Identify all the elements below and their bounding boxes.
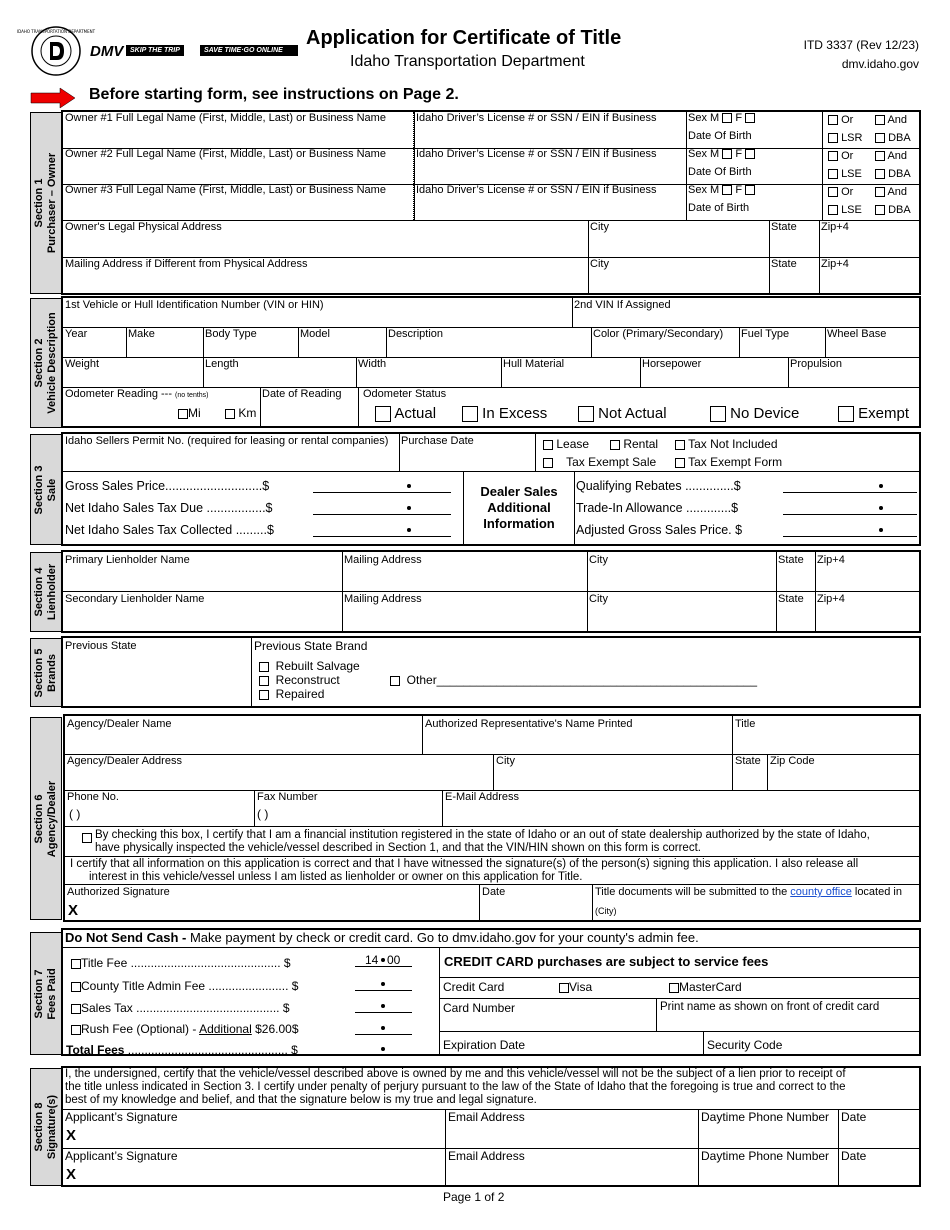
net-input[interactable] (313, 501, 451, 515)
admin-fee-input[interactable] (355, 976, 412, 991)
and1: And (875, 114, 907, 126)
mail-state-label: State (771, 258, 797, 270)
dmv-logo: DMV SKIP THE TRIP SAVE TIME·GO ONLINE (90, 43, 298, 61)
instruction: Before starting form, see instructions on Page 2. (89, 86, 459, 103)
fax-label: Fax Number (257, 791, 318, 803)
dl3-label: Idaho Driver’s License # or SSN / EIN if Business (416, 184, 657, 196)
repaired-checkbox[interactable] (259, 690, 269, 700)
sex2: Sex M F (688, 148, 755, 160)
rental-option: Rental (610, 437, 658, 451)
rush-fee-input[interactable] (355, 1020, 412, 1035)
dob3-label: Date of Birth (688, 202, 750, 214)
no-cash-notice: Do Not Send Cash - Make payment by check or credit card. Go to dmv.idaho.gov for your county's admin fee. (65, 930, 699, 945)
collected-input[interactable] (313, 523, 451, 537)
secondary-state-label: State (778, 593, 804, 605)
cc-notice: CREDIT CARD purchases are subject to service fees (444, 954, 769, 969)
fuel-label: Fuel Type (741, 328, 790, 340)
recon-checkbox[interactable] (259, 676, 269, 686)
odometer-label: Odometer Reading --- (no tenths) (65, 388, 209, 400)
hull-label: Hull Material (503, 358, 565, 370)
tni-option: Tax Not Included (675, 437, 778, 451)
tes-checkbox[interactable] (543, 458, 553, 468)
vin1-label: 1st Vehicle or Hull Identification Number (VIN or HIN) (65, 299, 324, 311)
app-sig1-label: Applicant’s Signature (65, 1110, 178, 1124)
rebates-input[interactable] (783, 479, 917, 493)
lease-checkbox[interactable] (543, 440, 553, 450)
form-id: ITD 3337 (Rev 12/23) (803, 38, 919, 52)
notactual-checkbox[interactable] (578, 406, 594, 422)
rush-fee-label: Rush Fee (Optional) - Additional $26.00$ (71, 1022, 299, 1036)
admin-fee-label: County Title Admin Fee ........................ $ (71, 979, 298, 993)
gross-input[interactable] (313, 479, 451, 493)
mi-option: Mi (178, 406, 201, 420)
adjusted-input[interactable] (783, 523, 917, 537)
dba1: DBA (875, 132, 911, 144)
admin-fee-checkbox[interactable] (71, 982, 81, 992)
page-title: Application for Certificate of Title (306, 27, 622, 49)
dl2-label: Idaho Driver’s License # or SSN / EIN if Business (416, 148, 657, 160)
and3-checkbox[interactable] (875, 187, 885, 197)
email2-label: Email Address (448, 1149, 525, 1163)
tef-checkbox[interactable] (675, 458, 685, 468)
title-fee-label: Title Fee ............................................. $ (71, 956, 291, 970)
s8-cert1: I, the undersigned, certify that the vehicle/vessel described above is owned by me and this vehicle/vessel will not be the subject of a lien prior to receipt of (65, 1068, 846, 1080)
brand-label: Previous State Brand (254, 639, 368, 653)
section-8 (61, 1066, 921, 1187)
rental-checkbox[interactable] (610, 440, 620, 450)
lsr1: LSR (828, 132, 862, 144)
or1: Or (828, 114, 853, 126)
city-label: (City) (595, 906, 617, 916)
sex1: Sex M F (688, 112, 755, 124)
dealer-cert-checkbox[interactable] (82, 833, 92, 843)
page-number: Page 1 of 2 (443, 1190, 505, 1204)
mail-address-label: Mailing Address if Different from Physical Address (65, 258, 308, 270)
sex3: Sex M F (688, 184, 755, 196)
actual-checkbox[interactable] (375, 406, 391, 422)
dba3: DBA (875, 204, 911, 216)
or3: Or (828, 186, 853, 198)
mail-city-label: City (590, 258, 609, 270)
gross-label: Gross Sales Price............................$ (65, 479, 270, 493)
sex2-f-checkbox[interactable] (745, 149, 755, 159)
mc-checkbox[interactable] (669, 983, 679, 993)
mail-zip-label: Zip+4 (821, 258, 849, 270)
credit-card-label: Credit Card (443, 980, 505, 994)
other-checkbox[interactable] (390, 676, 400, 686)
section-1 (61, 110, 921, 295)
primary-state-label: State (778, 554, 804, 566)
phone1-label: Daytime Phone Number (701, 1110, 830, 1124)
dob2-label: Date Of Birth (688, 166, 752, 178)
sales-tax-label: Sales Tax ........................................... $ (71, 1001, 290, 1015)
or1-checkbox[interactable] (828, 115, 838, 125)
permit-label: Idaho Sellers Permit No. (required for leasing or rental companies) (65, 435, 389, 447)
agency-zip-label: Zip Code (770, 755, 815, 767)
section-1-tab: Section 1 Purchaser – Owner (30, 112, 62, 294)
recon-option: Reconstruct (259, 673, 340, 687)
or3-checkbox[interactable] (828, 187, 838, 197)
odo-status-label: Odometer Status (363, 388, 447, 400)
email-label: E-Mail Address (445, 791, 519, 803)
section-3-tab: Section 3 Sale (30, 434, 62, 545)
dba2: DBA (875, 168, 911, 180)
card-number-label: Card Number (443, 1001, 516, 1015)
and1-checkbox[interactable] (875, 115, 885, 125)
rep-label: Authorized Representative's Name Printed (425, 718, 633, 730)
owner1-label: Owner #1 Full Legal Name (First, Middle, Last) or Business Name (65, 112, 386, 124)
dob1-label: Date Of Birth (688, 130, 752, 142)
lse2-checkbox[interactable] (828, 169, 838, 179)
rebuilt-checkbox[interactable] (259, 662, 269, 672)
cert2a: I certify that all information on this application is correct and that I have witnessed the signature(s) of the person(s) signing this application. I also release all (70, 858, 859, 870)
fax-paren: ( ) (257, 807, 269, 821)
or2: Or (828, 150, 853, 162)
dl1-label: Idaho Driver’s License # or SSN / EIN if Business (416, 112, 657, 124)
or2-checkbox[interactable] (828, 151, 838, 161)
tni-checkbox[interactable] (675, 440, 685, 450)
phone2-label: Daytime Phone Number (701, 1149, 830, 1163)
auth-sig-x: X (68, 902, 79, 919)
agency-state-label: State (735, 755, 761, 767)
exp-date-label: Expiration Date (443, 1038, 526, 1052)
idaho-seal (16, 25, 96, 77)
s8-cert3: best of my knowledge and belief, and that the signature below is my true and legal signature. (65, 1094, 537, 1106)
wheel-label: Wheel Base (827, 328, 887, 340)
phys-city-label: City (590, 221, 609, 233)
rebates-label: Qualifying Rebates ..............$ (576, 479, 741, 493)
lse2: LSE (828, 168, 862, 180)
tef-option: Tax Exempt Form (675, 455, 782, 469)
app-sig1-x: X (66, 1127, 77, 1144)
actual-option: Actual (375, 405, 436, 422)
nodevice-checkbox[interactable] (710, 406, 726, 422)
lease-option: Lease (543, 437, 589, 451)
app-sig2-x: X (66, 1166, 77, 1183)
weight-label: Weight (65, 358, 100, 370)
sex2-m-checkbox[interactable] (722, 149, 732, 159)
dor-label: Date of Reading (262, 388, 342, 400)
svg-text:IDAHO TRANSPORTATION DEPARTMEN: IDAHO TRANSPORTATION DEPARTMENT (16, 29, 96, 34)
section-5-tab: Section 5 Brands (30, 638, 62, 707)
phys-state-label: State (771, 221, 797, 233)
owner3-label: Owner #3 Full Legal Name (First, Middle, Last) or Business Name (65, 184, 386, 196)
visa-option: Visa (559, 980, 592, 994)
net-label: Net Idaho Sales Tax Due .................$ (65, 501, 273, 515)
app-sig2-label: Applicant’s Signature (65, 1149, 178, 1163)
length-label: Length (205, 358, 239, 370)
auth-sig-label: Authorized Signature (67, 886, 170, 898)
body-label: Body Type (205, 328, 257, 340)
section-8-tab: Section 8 Signature(s) (30, 1068, 62, 1186)
agency-label: Agency/Dealer Name (67, 718, 172, 730)
dba2-checkbox[interactable] (875, 169, 885, 179)
tradein-label: Trade-In Allowance .............$ (576, 501, 739, 515)
lse3-checkbox[interactable] (828, 205, 838, 215)
exempt-option: Exempt (838, 405, 909, 422)
website: dmv.idaho.gov (841, 57, 919, 71)
rebuilt-option: Rebuilt Salvage (259, 659, 360, 673)
collected-label: Net Idaho Sales Tax Collected .........$ (65, 523, 274, 537)
section-7-tab: Section 7 Fees Paid (30, 932, 62, 1055)
lsr1-checkbox[interactable] (828, 133, 838, 143)
excess-checkbox[interactable] (462, 406, 478, 422)
title-fee-checkbox[interactable] (71, 959, 81, 969)
date2-label: Date (841, 1149, 867, 1163)
color-label: Color (Primary/Secondary) (593, 328, 724, 340)
dealer-info-heading: Dealer Sales Additional Information (480, 484, 558, 531)
model-label: Model (300, 328, 330, 340)
mc-option: MasterCard (669, 980, 742, 994)
section-2-tab: Section 2 Vehicle Description (30, 298, 62, 428)
km-checkbox[interactable] (225, 409, 235, 419)
date1-label: Date (841, 1110, 867, 1124)
tes-option: Tax Exempt Sale (543, 455, 656, 469)
primary-city-label: City (589, 554, 608, 566)
prevstate-label: Previous State (65, 640, 137, 652)
sex1-m-checkbox[interactable] (722, 113, 732, 123)
secondary-mail-label: Mailing Address (344, 593, 422, 605)
phone-paren: ( ) (69, 807, 81, 821)
section-6-tab: Section 6 Agency/Dealer (30, 717, 62, 920)
sex3-f-checkbox[interactable] (745, 185, 755, 195)
s8-cert2: the title unless indicated in Section 3. I certify under penalty of perjury pursuant to the law of the State of Idaho that the foregoing is true and correct to the (65, 1081, 846, 1093)
and3: And (875, 186, 907, 198)
title-docs-text: Title documents will be submitted to the county office located in (595, 886, 902, 898)
width-label: Width (358, 358, 387, 370)
vin2-label: 2nd VIN If Assigned (574, 299, 671, 311)
sales-tax-input[interactable] (355, 998, 412, 1013)
cert2b: interest in this vehicle/vessel unless I am listed as lienholder or owner on this application for Title. (89, 871, 583, 883)
section-2 (61, 296, 921, 428)
repaired-option: Repaired (259, 687, 324, 701)
section-6 (63, 714, 921, 922)
km-option: Km (225, 406, 256, 420)
primary-mail-label: Mailing Address (344, 554, 422, 566)
agency-city-label: City (496, 755, 515, 767)
phys-zip-label: Zip+4 (821, 221, 849, 233)
sales-tax-checkbox[interactable] (71, 1004, 81, 1014)
section-3 (61, 432, 921, 546)
cert1a: By checking this box, I certify that I am a financial institution registered in the state of Idaho or an out of state dealership authorized by the state of Idaho, (95, 829, 870, 841)
year-label: Year (65, 328, 88, 340)
phys-address-label: Owner's Legal Physical Address (65, 221, 222, 233)
owner2-label: Owner #2 Full Legal Name (First, Middle, Last) or Business Name (65, 148, 386, 160)
lse3: LSE (828, 204, 862, 216)
secondary-city-label: City (589, 593, 608, 605)
dba3-checkbox[interactable] (875, 205, 885, 215)
make-label: Make (128, 328, 155, 340)
total-input[interactable] (355, 1041, 412, 1056)
agency-address-label: Agency/Dealer Address (67, 755, 182, 767)
section-4-tab: Section 4 Lienholder (30, 552, 62, 632)
page-subtitle: Idaho Transportation Department (350, 53, 585, 70)
email1-label: Email Address (448, 1110, 525, 1124)
secondary-lien-label: Secondary Lienholder Name (65, 593, 205, 605)
nodevice-option: No Device (710, 405, 799, 422)
sex1-f-checkbox[interactable] (745, 113, 755, 123)
section-7 (61, 928, 921, 1056)
desc-label: Description (388, 328, 444, 340)
auth-date-label: Date (482, 886, 506, 898)
tradein-input[interactable] (783, 501, 917, 515)
primary-lien-label: Primary Lienholder Name (65, 554, 190, 566)
dl-divider (413, 112, 414, 220)
secondary-zip-label: Zip+4 (817, 593, 845, 605)
title-label: Title (735, 718, 756, 730)
title-fee-input[interactable]: 14 00 (355, 952, 412, 967)
visa-checkbox[interactable] (559, 983, 569, 993)
and2: And (875, 150, 907, 162)
excess-option: In Excess (462, 405, 547, 422)
rush-fee-checkbox[interactable] (71, 1025, 81, 1035)
exempt-checkbox[interactable] (838, 406, 854, 422)
dba1-checkbox[interactable] (875, 133, 885, 143)
notactual-option: Not Actual (578, 405, 667, 422)
adjusted-label: Adjusted Gross Sales Price. $ (576, 523, 743, 537)
prop-label: Propulsion (790, 358, 842, 370)
county-office-link[interactable]: county office (790, 886, 852, 898)
cert1b: have physically inspected the vehicle/vessel described in Section 1, and that the VIN/HIN shown on this form is correct. (95, 842, 701, 854)
section-4 (61, 550, 921, 633)
section-5 (61, 636, 921, 708)
other-option: Other________________________________________________ (390, 673, 757, 687)
and2-checkbox[interactable] (875, 151, 885, 161)
mi-checkbox[interactable] (178, 409, 188, 419)
phone-label: Phone No. (67, 791, 119, 803)
primary-zip-label: Zip+4 (817, 554, 845, 566)
hp-label: Horsepower (642, 358, 702, 370)
sex3-m-checkbox[interactable] (722, 185, 732, 195)
print-name-label: Print name as shown on front of credit card (660, 1001, 880, 1013)
pdate-label: Purchase Date (401, 435, 474, 447)
total-label: Total Fees ................................................ $ (66, 1043, 298, 1057)
security-code-label: Security Code (707, 1038, 783, 1052)
